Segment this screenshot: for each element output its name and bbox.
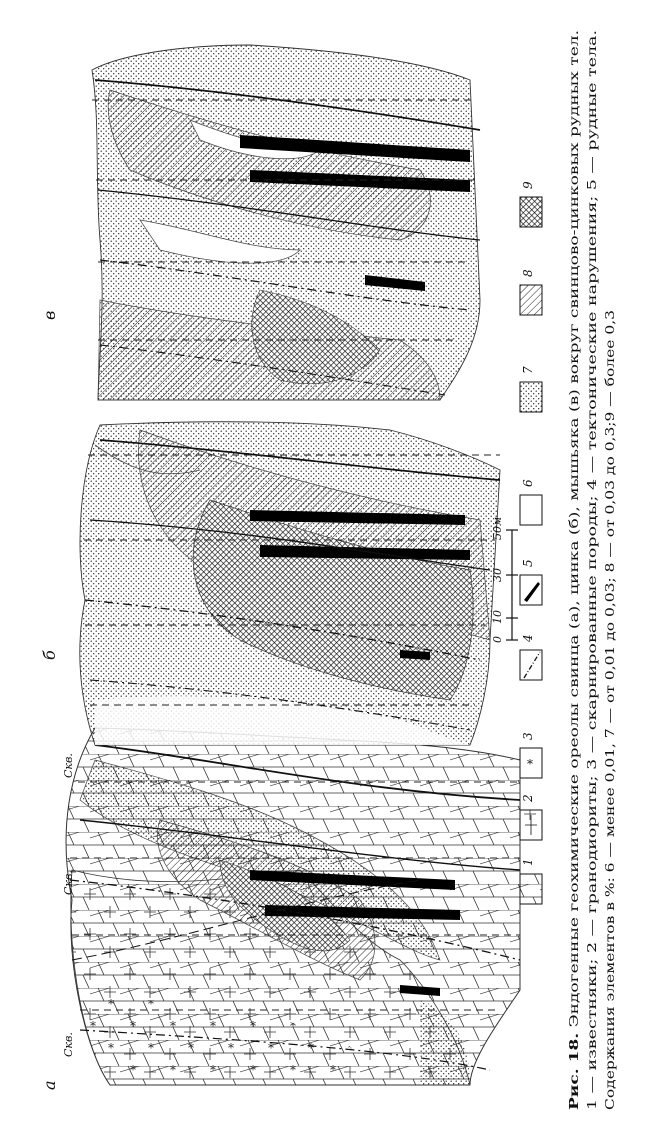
caption-line-2: 1 — известняки; 2 — гранодиориты; 3 — скарнированные породы; 4 — тектонические нарушения; 5 — рудные тела. (584, 336, 599, 1110)
scale-tick-label: 50м (491, 516, 504, 540)
borehole-label: Скв. (62, 753, 75, 778)
legend-item-9 (520, 181, 542, 227)
panel-a-map (66, 728, 520, 1085)
scale-tick-label: 30 (491, 568, 504, 582)
legend-item-6 (520, 479, 542, 525)
svg-text:5: 5 (521, 559, 535, 567)
panel-a-letter: а (40, 1080, 59, 1090)
legend-item-3 (520, 732, 542, 778)
scale-tick-label: 0 (491, 636, 504, 643)
svg-text:8: 8 (521, 269, 535, 277)
svg-text:Рис. 18. Эндогенные геохимичес (566, 30, 581, 1110)
panel-c-letter: в (40, 310, 59, 320)
svg-text:9: 9 (521, 181, 535, 189)
svg-text:2: 2 (521, 794, 535, 802)
svg-text:7: 7 (521, 366, 535, 374)
svg-text:3: 3 (521, 732, 535, 740)
panel-b-letter: б (40, 650, 59, 660)
figure-caption (566, 30, 617, 1110)
panel-c-map (92, 45, 480, 400)
legend (520, 181, 542, 904)
legend-item-8 (520, 269, 542, 315)
caption-label: Рис. 18. (566, 1053, 581, 1110)
legend-item-5 (520, 559, 542, 605)
svg-text:1: 1 (521, 858, 535, 866)
svg-text:*: * (527, 757, 533, 771)
panel-b-map (80, 422, 500, 745)
legend-item-2 (520, 794, 542, 840)
scale-tick-label: 10 (491, 610, 504, 624)
caption-title: Эндогенные геохимические ореолы свинца (а), цинка (б), мышьяка (в) вокруг свинцово-цинковых рудных тел. (566, 295, 581, 1033)
legend-item-7 (520, 366, 542, 412)
borehole-label: Скв. (62, 870, 75, 895)
legend-item-1 (520, 858, 542, 904)
borehole-label: Скв. (62, 1032, 75, 1057)
svg-text:6: 6 (521, 479, 535, 487)
legend-item-4 (520, 634, 542, 680)
scale-bar (506, 530, 518, 640)
svg-text:4: 4 (521, 634, 535, 642)
caption-line-3: Содержания элементов в %: 6 — менее 0,01, 7 — от 0,01 до 0,03; 8 — от 0,03 до 0,3;9 — более 0,3 (602, 463, 617, 1110)
